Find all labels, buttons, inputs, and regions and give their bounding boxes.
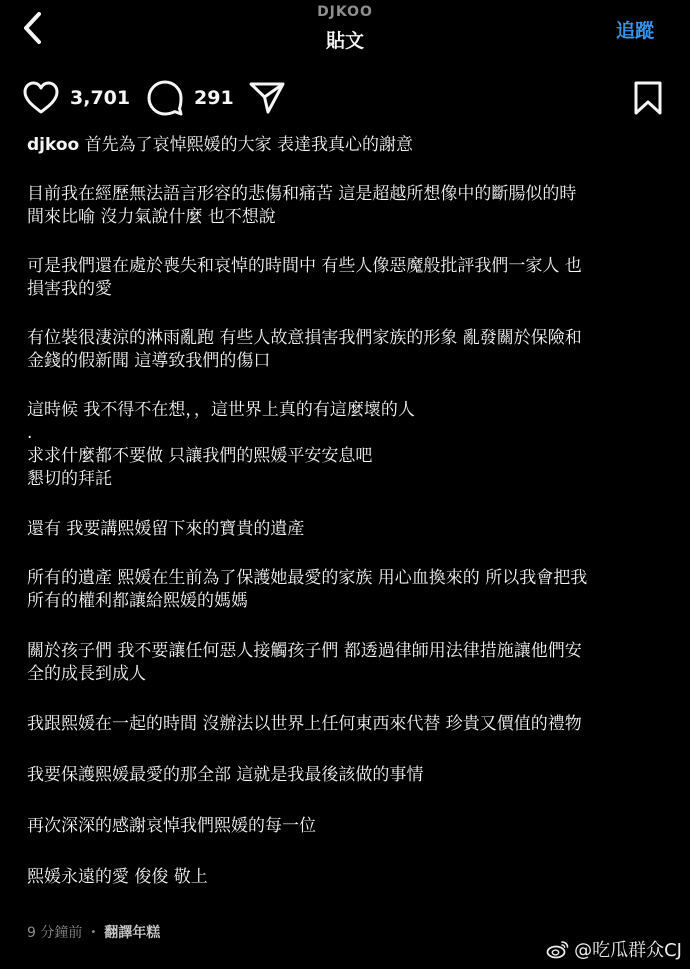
caption-paragraph: 有位裝很淒涼的淋雨亂跑 有些人故意損害我們家族的形象 亂發關於保險和 金錢的假新聞 這導致我們的傷口 [27,328,582,371]
caption-paragraph: 還有 我要講熙媛留下來的寶貴的遺產 [27,519,305,539]
save-button[interactable] [632,78,664,118]
like-button[interactable] [22,78,130,118]
translate-link[interactable]: 翻譯年糕 [104,925,161,941]
action-bar [0,78,690,118]
weibo-logo-icon [546,939,570,959]
comment-count[interactable]: 291 [194,87,234,109]
caption-paragraph: 我要保護熙媛最愛的那全部 這就是我最後該做的事情 [27,765,424,785]
heart-icon [22,80,60,116]
caption-paragraph: 目前我在經歷無法語言形容的悲傷和痛苦 這是超越所想像中的斷腸似的時 間來比喻 沒力氣說什麼 也不想說 [27,184,577,227]
follow-button[interactable]: 追蹤 [615,20,654,42]
share-button[interactable] [248,78,286,118]
like-count[interactable]: 3,701 [70,87,131,109]
page-title: 貼文 [325,30,364,52]
watermark-text: @吃瓜群众CJ [574,940,682,961]
caption-paragraph: 可是我們還在處於喪失和哀悼的時間中 有些人像惡魔般批評我們一家人 也 損害我的愛 [27,256,582,299]
post-caption [27,134,667,889]
top-bar [0,0,690,62]
caption-username[interactable]: djkoo [27,135,80,155]
caption-paragraph: 熙媛永遠的愛 俊俊 敬上 [27,867,208,887]
comment-button[interactable] [146,78,234,118]
caption-paragraph: 我跟熙媛在一起的時間 沒辦法以世界上任何東西來代替 珍貴又價值的禮物 [27,714,582,734]
paper-plane-icon [248,80,286,116]
caption-first-line [27,134,667,157]
caption-paragraph: 所有的遺產 熙媛在生前為了保護她最愛的家族 用心血換來的 所以我會把我 所有的權利都讓給熙媛的媽媽 [27,568,588,611]
comment-bubble-icon [146,79,184,117]
account-name[interactable]: DJKOO [317,4,373,20]
caption-text: 首先為了哀悼熙媛的大家 表達我真心的謝意 [79,135,414,155]
caption-paragraph: 再次深深的感謝哀悼我們熙媛的每一位 [27,816,316,836]
meta-separator: • [90,926,97,938]
caption-paragraph: 這時候 我不得不在想，，這世界上真的有這麼壞的人 . 求求什麼都不要做 只讓我們的熙媛平安安息吧 懇切的拜託 [27,400,415,489]
caption-paragraph: 關於孩子們 我不要讓任何惡人接觸孩子們 都透過律師用法律措施讓他們安 全的成長到成人 [27,641,582,684]
post-meta [27,922,160,942]
bookmark-icon [632,80,664,116]
post-timestamp: 9 分鐘前 [27,925,83,941]
watermark [546,936,682,962]
